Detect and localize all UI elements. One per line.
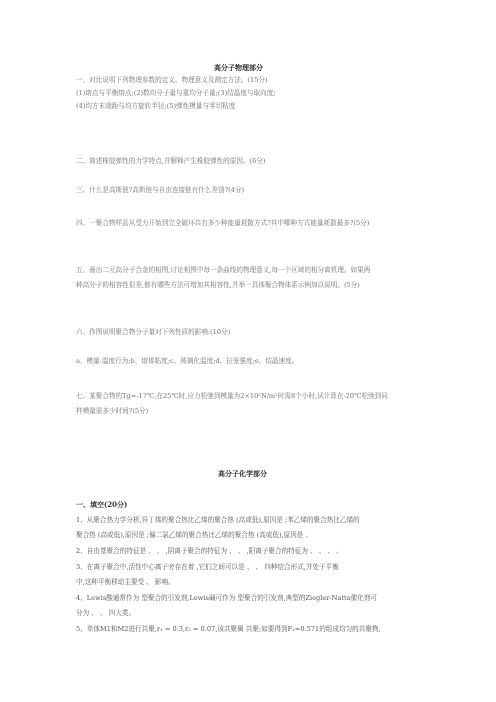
question-6: 六、作图说明聚合物分子量对下列性质的影响:(10分) — [76, 328, 231, 336]
question-1-item-b: (4)均方末端距与均方旋转半径;(5)弹性模量与零切粘度 — [76, 102, 236, 110]
fill-in-5-line-1: 5、单体M1和M2进行共聚,r₁ = 0.3,r₂ = 0.07,该共聚属 共聚;如要得到F₁=0.571的组成均匀的共聚物, — [76, 625, 381, 633]
fill-in-4-line-1: 4、Lewis酸通常作为 型聚合的引发剂,Lewis碱可作为 型聚合的引发剂,典型的Ziegler-Natta催化剂可 — [76, 594, 377, 602]
fill-in-section-heading: 一、填空(20分) — [76, 500, 128, 509]
question-5-line-2: 种高分子的相容性很差,都有哪些方法可增加其相容性,并举一具体聚合物体系示例加以说明。(5分) — [76, 281, 360, 289]
fill-in-3-line-1: 3、在离子聚合中,活性中心离子旁存在着 ,它们之间可以是 、 、 四种结合形式,并处于平衡 — [76, 563, 339, 571]
physics-section-title: 高分子物理部分 — [214, 63, 263, 72]
question-2: 二、简述橡胶弹性的力学特点,并解释产生橡胶弹性的原因。(6分) — [76, 157, 266, 165]
fill-in-1-line-2: 聚合热 (高或低),原因是 ;偏二氯乙烯的聚合热比乙烯的聚合热 (高或低),原因是 。 — [76, 531, 313, 539]
question-6-items: a、模量-温度行为;b、熔体粘度;c、玻璃化温度;d、拉张强度;e、结晶速度。 — [76, 357, 299, 365]
fill-in-2: 2、自由基聚合的特征是 、 、 ,阴离子聚合的特征为 、 、 ,阳离子聚合的特征为 、 、 、 。 — [76, 547, 343, 555]
question-1-item-a: (1)熔点与平衡熔点;(2)数均分子量与重均分子量;(3)结晶度与取向度; — [76, 89, 276, 97]
fill-in-1-line-1: 1、从聚合热力学分析,异丁烯的聚合热比乙烯的聚合热 (高或低),原因是 ;苯乙烯的聚合热比乙烯的 — [76, 516, 360, 524]
question-7-line-1: 七、某聚合物的Tg=-17℃,在25℃时,应力松弛到模量为2×10⁵N/m²时需8个小时,试计算在-20℃松弛到同 — [76, 392, 388, 400]
question-3: 三、什么是高斯链?高斯链与自由连接链有什么差别?(4分) — [76, 186, 245, 194]
question-1: 一、对比说明下列物理参数的定义、物理意义及测定方法。(15分) — [76, 76, 268, 84]
question-5-line-1: 五、画出二元高分子合金的相图,讨论相图中每一条曲线的物理意义,每一个区域的相分离机理。如果两 — [76, 266, 371, 274]
fill-in-3-line-2: 中,这种平衡移动主要受 、 影响。 — [76, 578, 175, 586]
chemistry-section-title: 高分子化学部分 — [218, 469, 267, 478]
fill-in-4-line-2: 分为 、 、 四大类。 — [76, 609, 136, 617]
question-4: 四、一聚合物样品从受力开始到完全破坏共有多少种能量耗散方式?其中哪种方式能量耗散最多?(5分) — [76, 219, 370, 227]
question-7-line-2: 样模量需多少时间?(5分) — [76, 407, 149, 415]
